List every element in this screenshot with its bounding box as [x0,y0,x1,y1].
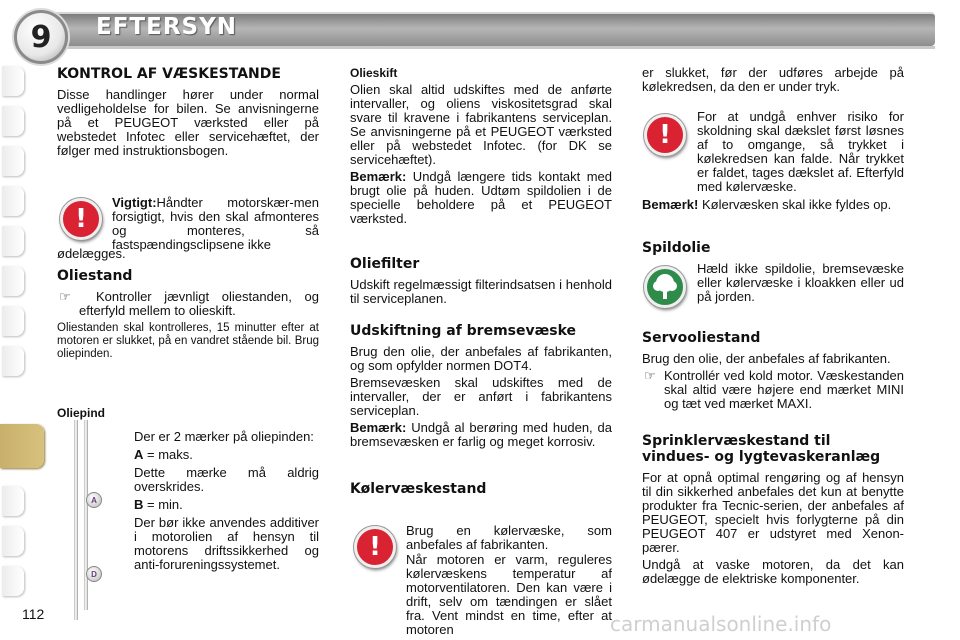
chapter-tab-2[interactable] [2,106,24,136]
important-note [112,196,319,252]
chapter-tab-4[interactable] [2,186,24,216]
power-steering-title: Servooliestand [642,330,761,346]
dipstick-rod-left [74,420,78,620]
chapter-tab-12[interactable] [2,566,24,596]
coolant-text-1 [406,524,612,552]
waste-oil-title: Spildolie [642,240,711,256]
oil-level-bullet-text: Kontroller jævnligt oliestanden, og efterfyld mellem to olieskift. [79,289,319,318]
brake-fluid-title: Udskiftning af bremsevæske [350,323,577,339]
mark-a-text: = maks. [143,447,193,462]
dipstick-mark-d: D [86,566,102,582]
mark-b-line [134,498,319,512]
washer-fluid-title [642,433,904,465]
dipstick-intro: Der er 2 mærker på oliepinden: [134,429,314,444]
coolant-note-label: Bemærk! [642,197,699,212]
chapter-tab-1[interactable] [2,66,24,96]
chapter-number: 9 [30,19,52,55]
dipstick-text [134,430,319,572]
chapter-tab-9-active[interactable] [0,424,44,468]
column-3 [642,66,904,94]
oil-level-section [57,268,319,361]
header-bar-shadow [55,46,935,49]
warning-icon: ! [354,526,396,568]
page-header [0,0,960,60]
column-1 [57,66,319,158]
chapter-tab-5[interactable] [2,226,24,256]
warning-icon: ! [644,114,686,156]
warning-icon: ! [60,198,102,240]
oil-change-text: Olien skal altid udskiftes med de anførte intervaller, og oliens viskositetsgrad skal svare til kravene i fabrikantens serviceplan. Se anvisningerne på et PEUGEOT værksted eller på webstedet Infotec. (for DK se servicehæftet). [350,82,612,167]
chapter-tab-3[interactable] [2,146,24,176]
brake-fluid-text-2: Bremsevæsken skal udskiftes med de intervaller, der er anført i fabrikantens serviceplan. [350,375,612,418]
chapter-tab-10[interactable] [2,486,24,516]
dipstick-section [57,406,319,420]
chapter-badge [14,10,68,64]
brake-fluid-text-1: Brug den olie, der anbefales af fabrikanten, og som opfylder normen DOT4. [350,344,612,373]
coolant-text-2 [350,553,612,637]
oil-level-title: Oliestand [57,268,133,284]
coolant-continued: er slukket, før der udføres arbejde på kølekredsen, da den er under tryk. [642,65,904,94]
dipstick-mark-a: A [86,492,102,508]
power-steering-bullet-text: Kontrollér ved kold motor. Væskestanden skal altid være højere end mærket MINI og tæt ved mærket MAXI. [664,368,904,411]
mark-a-note: Dette mærke må aldrig overskrides. [134,465,319,494]
intro-text: Disse handlinger hører under normal vedligeholdelse for bilen. Se anvisningerne på et PEUGEOT værksted eller på webstedet Infotec eller servicehæftet, der følger med instruktionsbogen. [57,87,319,158]
waste-oil-text-body: Hæld ikke spildolie, bremsevæske eller kølervæske i kloakken eller ud på jorden. [697,261,904,304]
coolant-text-2-span: Når motoren er varm, reguleres kølervæskens temperatur af motorventilatoren. Den kan være i drift, selv om tændingen er slået fra. Vent mindst en time, efter at motoren [406,552,612,637]
power-steering-text: Brug den olie, der anbefales af fabrikanten. [642,351,891,366]
dipstick-title: Oliepind [57,406,105,420]
waste-oil-text [697,262,904,304]
chapter-tab-11[interactable] [2,526,24,556]
oil-filter-title: Oliefilter [350,256,420,272]
section-heading: KONTROL AF VÆSKESTANDE [57,66,281,82]
oil-change-note [350,170,612,226]
chapter-tab-7[interactable] [2,306,24,336]
dipstick-illustration [60,420,130,620]
environment-tree-icon [644,266,686,308]
coolant-text-2-body [350,553,612,637]
washer-fluid-text-2: Undgå at vaske motoren, da det kan ødelægge de elektriske komponenter. [642,557,904,586]
chapter-title: EFTERSYN [96,14,238,40]
mark-b-text: = min. [143,497,183,512]
oil-filter-text: Udskift regelmæssigt filterindsatsen i henhold til serviceplanen. [350,277,612,306]
dipstick-rod-right [84,420,88,610]
brake-fluid-note-text: Undgå al berøring med huden, da bremsevæsken er farlig og meget korrosiv. [350,420,612,449]
mark-a-label: A [134,447,144,462]
power-steering-section [642,330,904,586]
column-2 [350,66,612,497]
important-text-a: Håndter motorskær-men forsigtigt, hvis den skal afmonteres og monteres, så fastspændingsclipsene ikke [112,195,319,252]
important-label: Vigtigt: [112,195,157,210]
power-steering-bullet [642,369,904,411]
chapter-tab-6[interactable] [2,266,24,296]
chapter-tab-8[interactable] [2,346,24,376]
mark-b-note: Der bør ikke anvendes additiver i motorolien af hensyn til motorens driftssikkerhed og anti-forureningssystemet. [134,515,319,572]
hand-pointer-icon: ☞ [59,289,71,304]
oil-change-note-text: Undgå længere tids kontakt med brugt olie på huden. Udtøm spildolien i de specielle beholdere på et PEUGEOT værksted. [350,169,612,226]
coolant-text-1-body: Brug en kølervæske, som anbefales af fabrikanten. [406,523,612,552]
brake-fluid-note [350,421,612,449]
coolant-note-text: Kølervæsken skal ikke fyldes op. [698,197,892,212]
important-note-end: ødelægges. [57,246,126,261]
scald-warning-text: For at undgå enhver risiko for skoldning skal dækslet først løsnes af to omgange, så trykket i kølekredsen kan falde. Når trykket er faldet, tages dækslet af. Efterfyld med kølervæske. [697,109,904,194]
mark-b-label: B [134,497,144,512]
washer-fluid-title-line-2: vindues- og lygtevaskeranlæg [642,449,881,465]
washer-fluid-title-line-1: Sprinklervæskestand til [642,433,831,449]
scald-warning [642,110,904,212]
oil-level-bullet [57,290,319,318]
chapter-tabs [0,62,30,622]
coolant-note [642,198,904,212]
oil-level-note: Oliestanden skal kontrolleres, 15 minutter efter at motoren er slukket, på en vandret stående bil. Brug oliepinden. [57,322,319,360]
waste-oil-section [642,240,904,256]
coolant-title: Kølervæskestand [350,481,487,497]
watermark: carmanualsonline.info [610,612,832,636]
hand-pointer-icon: ☞ [644,368,656,383]
page-number: 112 [22,606,45,622]
oil-change-note-label: Bemærk: [350,169,407,184]
mark-a-line [134,448,319,462]
brake-fluid-note-label: Bemærk: [350,420,407,435]
washer-fluid-text-1: For at opnå optimal rengøring og af hensyn til din sikkerhed anbefales det kun at benytte produkter fra Tecnic-serien, der anbefales af PEUGEOT, specielt hvis forlygterne på din PEUGEOT 407 er udstyret med Xenon-pærer. [642,470,904,555]
oil-change-title: Olieskift [350,66,398,80]
